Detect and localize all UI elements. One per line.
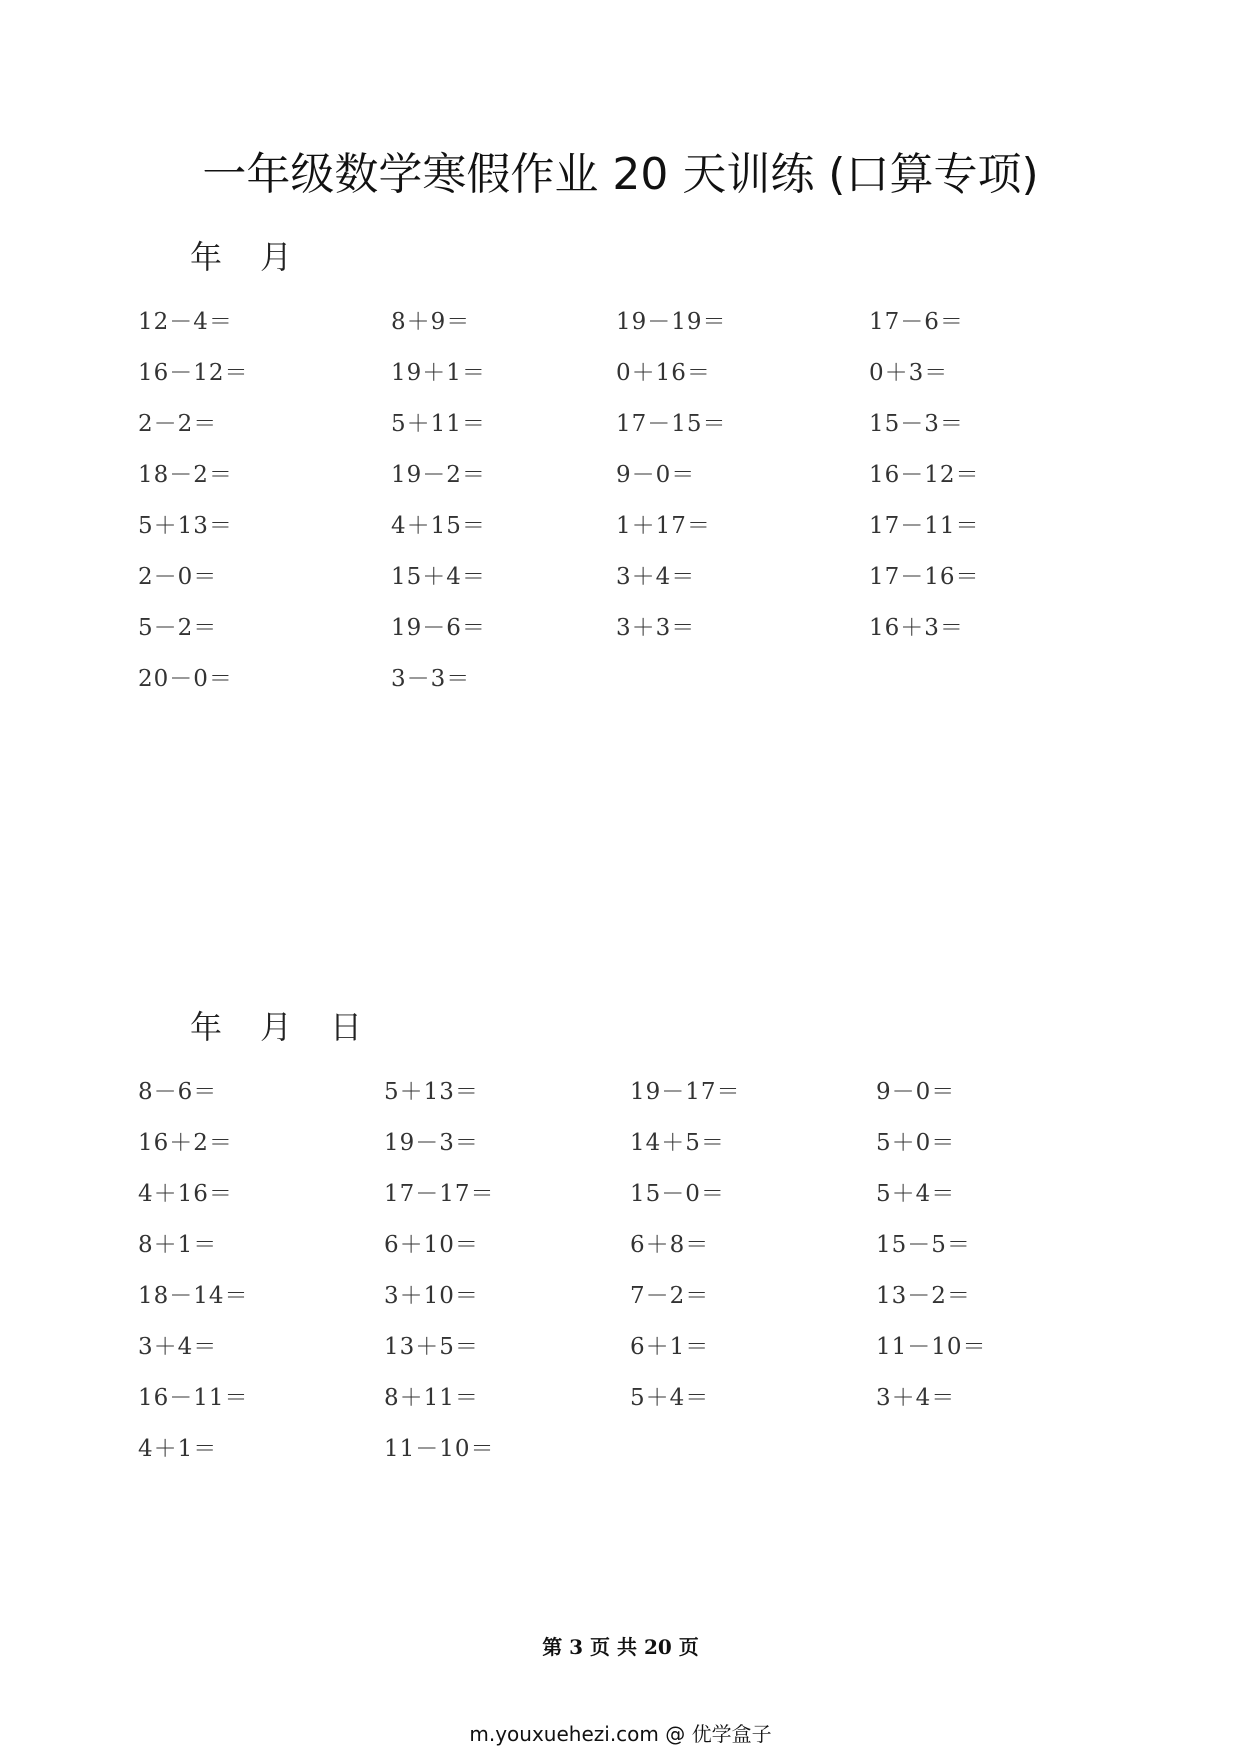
site-watermark: m.youxuehezi.com @ 优学盒子 (469, 1722, 772, 1746)
exercise-item: 0＋16＝ (616, 360, 711, 386)
exercise-item: 11－10＝ (876, 1334, 987, 1360)
exercise-item: 15－5＝ (876, 1232, 971, 1258)
exercise-item: 6＋8＝ (630, 1232, 710, 1258)
exercise-item: 16－11＝ (138, 1385, 249, 1411)
date-line-2 (190, 1002, 362, 1048)
exercise-item: 16＋2＝ (138, 1130, 233, 1156)
exercise-item: 5＋13＝ (384, 1079, 479, 1105)
exercise-item: 16－12＝ (869, 462, 980, 488)
exercise-item: 17－15＝ (616, 411, 727, 437)
exercise-item: 19－3＝ (384, 1130, 479, 1156)
page-title: 一年级数学寒假作业 20 天训练 (口算专项) (202, 149, 1039, 200)
exercise-item: 4＋1＝ (138, 1436, 218, 1462)
date-line-1 (190, 232, 292, 278)
exercise-item: 19－2＝ (391, 462, 486, 488)
month-label: 月 (260, 238, 293, 276)
year-label: 年 (190, 238, 223, 276)
exercise-item: 8－6＝ (138, 1079, 218, 1105)
exercise-item: 13－2＝ (876, 1283, 971, 1309)
exercise-item: 5－2＝ (138, 615, 218, 641)
exercise-item: 8＋9＝ (391, 309, 471, 335)
exercise-item: 14＋5＝ (630, 1130, 725, 1156)
month-label: 月 (260, 1008, 293, 1046)
exercise-item: 3＋4＝ (616, 564, 696, 590)
exercise-item: 15－0＝ (630, 1181, 725, 1207)
exercise-item: 19＋1＝ (391, 360, 486, 386)
exercise-item: 2－2＝ (138, 411, 218, 437)
exercise-item: 11－10＝ (384, 1436, 495, 1462)
exercise-item: 3＋3＝ (616, 615, 696, 641)
exercise-item: 16－12＝ (138, 360, 249, 386)
exercise-item: 19－17＝ (630, 1079, 741, 1105)
exercise-item: 17－6＝ (869, 309, 964, 335)
exercise-item: 6＋1＝ (630, 1334, 710, 1360)
exercise-item: 12－4＝ (138, 309, 233, 335)
exercise-item: 15－3＝ (869, 411, 964, 437)
exercise-item: 5＋13＝ (138, 513, 233, 539)
exercise-item: 3＋4＝ (138, 1334, 218, 1360)
page-number: 第 3 页 共 20 页 (542, 1635, 699, 1659)
exercise-item: 5＋4＝ (876, 1181, 956, 1207)
exercise-item: 6＋10＝ (384, 1232, 479, 1258)
exercise-item: 17－16＝ (869, 564, 980, 590)
exercise-item: 18－2＝ (138, 462, 233, 488)
exercise-item: 13＋5＝ (384, 1334, 479, 1360)
exercise-item: 8＋1＝ (138, 1232, 218, 1258)
exercise-item: 19－6＝ (391, 615, 486, 641)
exercise-item: 1＋17＝ (616, 513, 711, 539)
exercise-item: 9－0＝ (616, 462, 696, 488)
exercise-item: 15＋4＝ (391, 564, 486, 590)
exercise-item: 18－14＝ (138, 1283, 249, 1309)
exercise-item: 3－3＝ (391, 666, 471, 692)
exercise-item: 7－2＝ (630, 1283, 710, 1309)
exercise-item: 16＋3＝ (869, 615, 964, 641)
exercise-item: 19－19＝ (616, 309, 727, 335)
exercise-item: 20－0＝ (138, 666, 233, 692)
exercise-item: 4＋15＝ (391, 513, 486, 539)
exercise-item: 2－0＝ (138, 564, 218, 590)
exercise-item: 0＋3＝ (869, 360, 949, 386)
exercise-item: 9－0＝ (876, 1079, 956, 1105)
exercise-item: 3＋10＝ (384, 1283, 479, 1309)
exercise-item: 17－17＝ (384, 1181, 495, 1207)
day-label: 日 (330, 1008, 363, 1046)
exercise-item: 17－11＝ (869, 513, 980, 539)
exercise-item: 5＋11＝ (391, 411, 486, 437)
exercise-item: 5＋4＝ (630, 1385, 710, 1411)
year-label: 年 (190, 1008, 223, 1046)
exercise-item: 4＋16＝ (138, 1181, 233, 1207)
exercise-item: 8＋11＝ (384, 1385, 479, 1411)
exercise-item: 5＋0＝ (876, 1130, 956, 1156)
exercise-item: 3＋4＝ (876, 1385, 956, 1411)
